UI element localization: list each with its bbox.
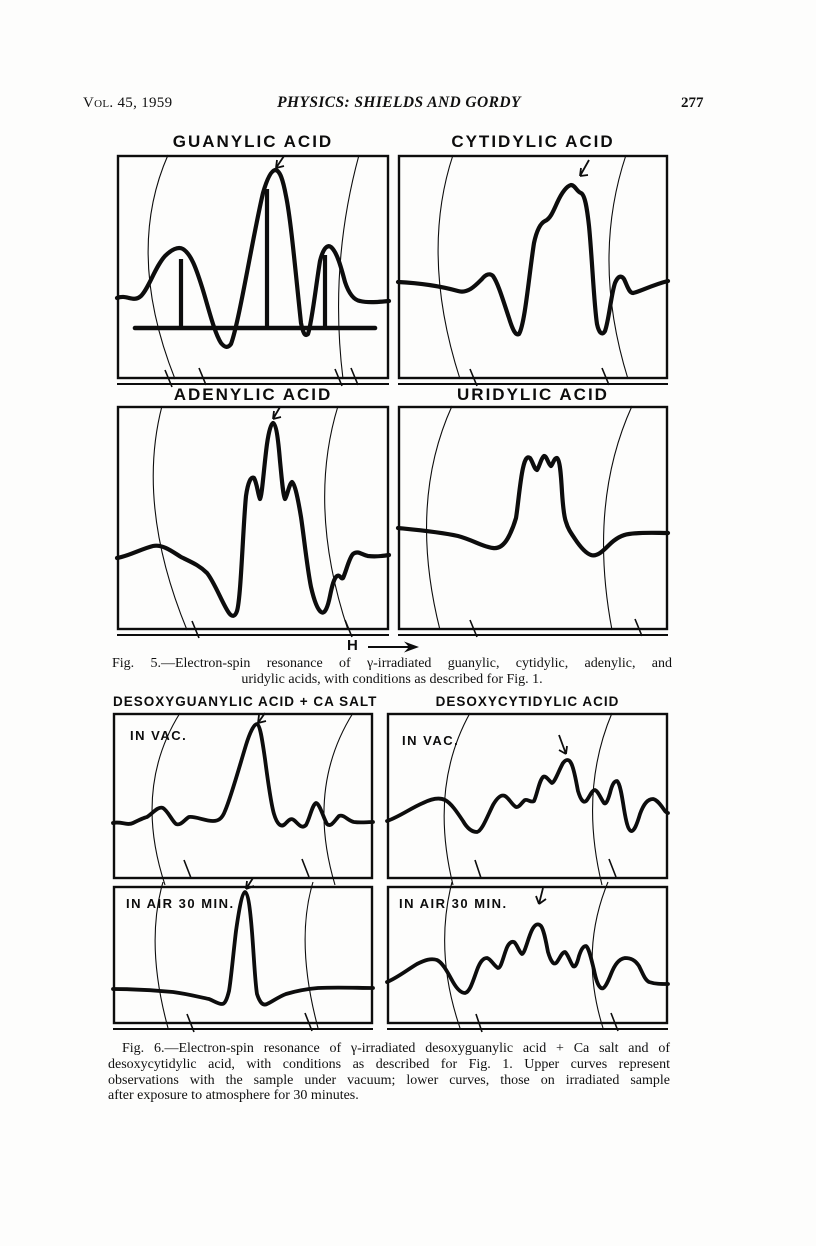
arrow-marker-icon — [580, 160, 589, 176]
field-marker-arc — [609, 155, 628, 379]
panel-underline — [387, 1028, 668, 1030]
esr-spectrum-plot — [398, 155, 668, 379]
fig6-caption-line3: observations with the sample under vacuum; lower curves, those on irradiated sample — [108, 1072, 670, 1088]
spectrum-curve — [117, 170, 389, 347]
header-page-number: 277 — [681, 95, 704, 111]
panel-underline — [117, 383, 389, 385]
field-axis-arrow-icon — [368, 640, 420, 654]
fig5-title-guanylic: GUANYLIC ACID — [172, 132, 334, 151]
fig6-title-desoxyguanylic: DESOXYGUANYLIC ACID + CA SALT — [113, 694, 378, 709]
header-running-title: PHYSICS: SHIELDS AND GORDY — [277, 94, 521, 111]
panel-border — [118, 407, 388, 629]
fig6-panel-desoxycytidylic-air — [387, 886, 668, 1024]
spectrum-curve — [387, 924, 668, 993]
peak-field-bars — [181, 189, 325, 326]
fig6-panel-desoxyguanylic-vac — [113, 713, 373, 879]
arrow-marker-icon — [273, 407, 281, 419]
fig6-panel-desoxyguanylic-air — [113, 886, 373, 1024]
fig5-title-adenylic: ADENYLIC ACID — [173, 385, 333, 404]
fig5-panel-cytidylic — [398, 155, 668, 379]
arrow-marker-icon — [536, 888, 546, 904]
field-marker-arc — [148, 155, 175, 379]
condition-label: IN AIR 30 MIN. — [126, 896, 235, 911]
header-volume: Vol. 45, 1959 — [83, 95, 173, 111]
fig5-panel-uridylic — [398, 406, 668, 630]
fig6-caption-line2: desoxycytidylic acid, with conditions as described for Fig. 1. Upper curves represent — [108, 1056, 670, 1072]
fig6-caption-line1: Fig. 6.—Electron-spin resonance of γ-irradiated desoxyguanylic acid + Ca salt and of — [122, 1041, 670, 1056]
condition-label: IN AIR 30 MIN. — [399, 896, 508, 911]
field-marker-arc — [305, 882, 318, 1028]
field-axis-label: H — [347, 637, 358, 654]
panel-underline — [398, 634, 668, 636]
field-marker-arc — [592, 882, 608, 1028]
panel-underline — [113, 1028, 373, 1030]
fig5-panel-adenylic — [117, 406, 389, 630]
fig6-caption — [108, 1041, 670, 1104]
esr-spectrum-plot — [117, 406, 389, 630]
fig5-caption — [112, 656, 672, 688]
field-marker-arc — [604, 406, 632, 630]
spectrum-curve — [387, 760, 668, 832]
arrow-marker-icon — [276, 156, 284, 168]
condition-label: IN VAC. — [130, 728, 188, 743]
fig6-title-desoxycytidylic: DESOXYCYTIDYLIC ACID — [435, 694, 620, 709]
panel-underline — [117, 634, 389, 636]
fig6-caption-line4: after exposure to atmosphere for 30 minutes. — [108, 1088, 359, 1104]
fig6-panel-desoxycytidylic-vac — [387, 713, 668, 879]
condition-label: IN VAC. — [402, 733, 460, 748]
spectrum-curve — [398, 456, 668, 555]
bottom-tick-marks — [475, 859, 616, 878]
esr-spectrum-plot — [117, 155, 389, 379]
fig5-caption-line1: Fig. 5.—Electron-spin resonance of γ-irradiated guanylic, cytidylic, adenylic, and — [112, 656, 672, 671]
fig5-caption-line2: uridylic acids, with conditions as described for Fig. 1. — [241, 671, 543, 687]
arrow-marker-icon — [559, 735, 567, 754]
panel-border — [399, 156, 667, 378]
field-marker-arc — [153, 406, 187, 630]
field-marker-arc — [324, 713, 353, 885]
arrow-marker-icon — [246, 878, 254, 889]
fig5-panel-guanylic — [117, 155, 389, 379]
bottom-tick-marks — [184, 859, 309, 878]
field-marker-arc — [427, 406, 452, 630]
fig5-title-cytidylic: CYTIDYLIC ACID — [451, 132, 615, 151]
panel-underline — [398, 383, 668, 385]
field-marker-arc — [438, 155, 460, 379]
esr-spectrum-plot — [398, 406, 668, 630]
spectrum-curve — [117, 423, 389, 616]
fig5-title-uridylic: URIDYLIC ACID — [457, 385, 609, 404]
